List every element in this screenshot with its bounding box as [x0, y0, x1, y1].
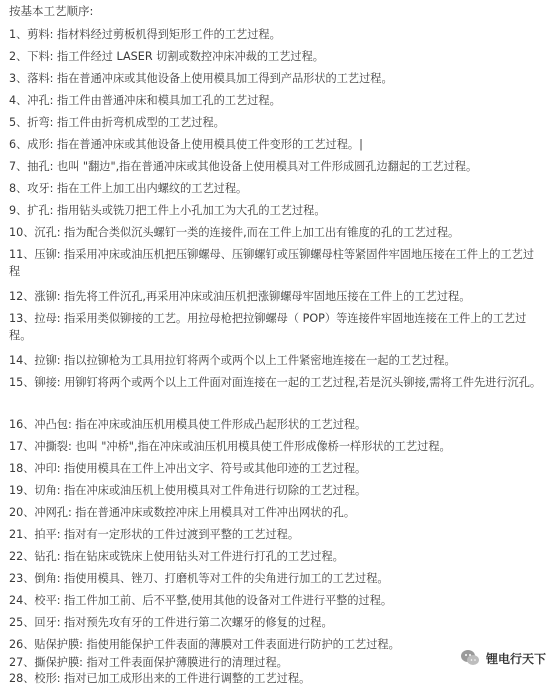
process-line: 8、攻牙: 指在工件上加工出内螺纹的工艺过程。 [9, 182, 248, 195]
process-line: 13、拉母: 指采用类似铆接的工艺。用拉母枪把拉铆螺母（ POP）等连接件牢固地连接在工件上的工艺过程。 [9, 312, 527, 342]
process-line: 24、校平: 指工件加工前、后不平整,使用其他的设备对工件进行平整的过程。 [9, 594, 393, 607]
process-line: 3、落料: 指在普通冲床或其他设备上使用模具加工得到产品形状的工艺过程。 [9, 72, 393, 85]
process-line: 20、冲网孔: 指在普通冲床或数控冲床上用模具对工件冲出网状的孔。 [9, 506, 356, 519]
process-line: 16、冲凸包: 指在冲床或油压机用模具使工件形成凸起形状的工艺过程。 [9, 418, 367, 431]
process-line: 9、扩孔: 指用钻头或铣刀把工件上小孔加工为大孔的工艺过程。 [9, 204, 326, 217]
wechat-watermark [460, 648, 546, 668]
process-line: 18、冲印: 指使用模具在工件上冲出文字、符号或其他印迹的工艺过程。 [9, 462, 367, 475]
watermark-name: 锂电行天下 [485, 651, 546, 666]
process-line: 17、冲撕裂: 也叫 "冲桥",指在冲床或油压机用模具使工件形成像桥一样形状的工艺过程。 [9, 440, 451, 453]
process-line: 15、铆接: 用铆钉将两个或两个以上工件面对面连接在一起的工艺过程,若是沉头铆接,需将工件先进行沉孔。 [9, 376, 542, 389]
process-line: 1、剪料: 指材料经过剪板机得到矩形工件的工艺过程。 [9, 28, 281, 41]
process-line: 11、压铆: 指采用冲床或油压机把压铆螺母、压铆螺钉或压铆螺母柱等紧固件牢固地压接在工件上的工艺过程 [9, 248, 535, 278]
process-line: 2、下料: 指工件经过 LASER 切割或数控冲床冲裁的工艺过程。 [9, 50, 324, 63]
wechat-icon [460, 648, 480, 668]
process-line: 10、沉孔: 指为配合类似沉头螺钉一类的连接件,而在工件上加工出有锥度的孔的工艺过程。 [9, 226, 460, 239]
process-line: 5、折弯: 指工件由折弯机成型的工艺过程。 [9, 116, 225, 129]
process-line: 21、拍平: 指对有一定形状的工件过渡到平整的工艺过程。 [9, 528, 300, 541]
process-line: 27、撕保护膜: 指对工件表面保护薄膜进行的清理过程。 [9, 656, 288, 669]
document-heading: 按基本工艺顺序: [9, 4, 94, 18]
process-line: 26、贴保护膜: 指使用能保护工件表面的薄膜对工件表面进行防护的工艺过程。 [9, 638, 400, 651]
process-line: 28、校形: 指对已加工成形出来的工件进行调整的工艺过程。 [9, 672, 311, 685]
process-line: 23、倒角: 指使用模具、锉刀、打磨机等对工件的尖角进行加工的工艺过程。 [9, 572, 389, 585]
process-line: 7、抽孔: 也叫 "翻边",指在普通冲床或其他设备上使用模具对工件形成圆孔边翻起的工艺过程。 [9, 160, 478, 173]
process-line: 4、冲孔: 指工件由普通冲床和模具加工孔的工艺过程。 [9, 94, 281, 107]
process-line: 22、钻孔: 指在钻床或铣床上使用钻头对工件进行打孔的工艺过程。 [9, 550, 344, 563]
process-line: 25、回牙: 指对预先攻有牙的工件进行第二次螺牙的修复的过程。 [9, 616, 333, 629]
process-line: 19、切角: 指在冲床或油压机上使用模具对工件角进行切除的工艺过程。 [9, 484, 367, 497]
process-line: 6、成形: 指在普通冲床或其他设备上使用模具使工件变形的工艺过程。| [9, 138, 363, 151]
process-line: 14、拉铆: 指以拉铆枪为工具用拉钉将两个或两个以上工件紧密地连接在一起的工艺过程。 [9, 354, 456, 367]
process-line: 12、涨铆: 指先将工件沉孔,再采用冲床或油压机把涨铆螺母牢固地压接在工件上的工艺过程。 [9, 290, 471, 303]
